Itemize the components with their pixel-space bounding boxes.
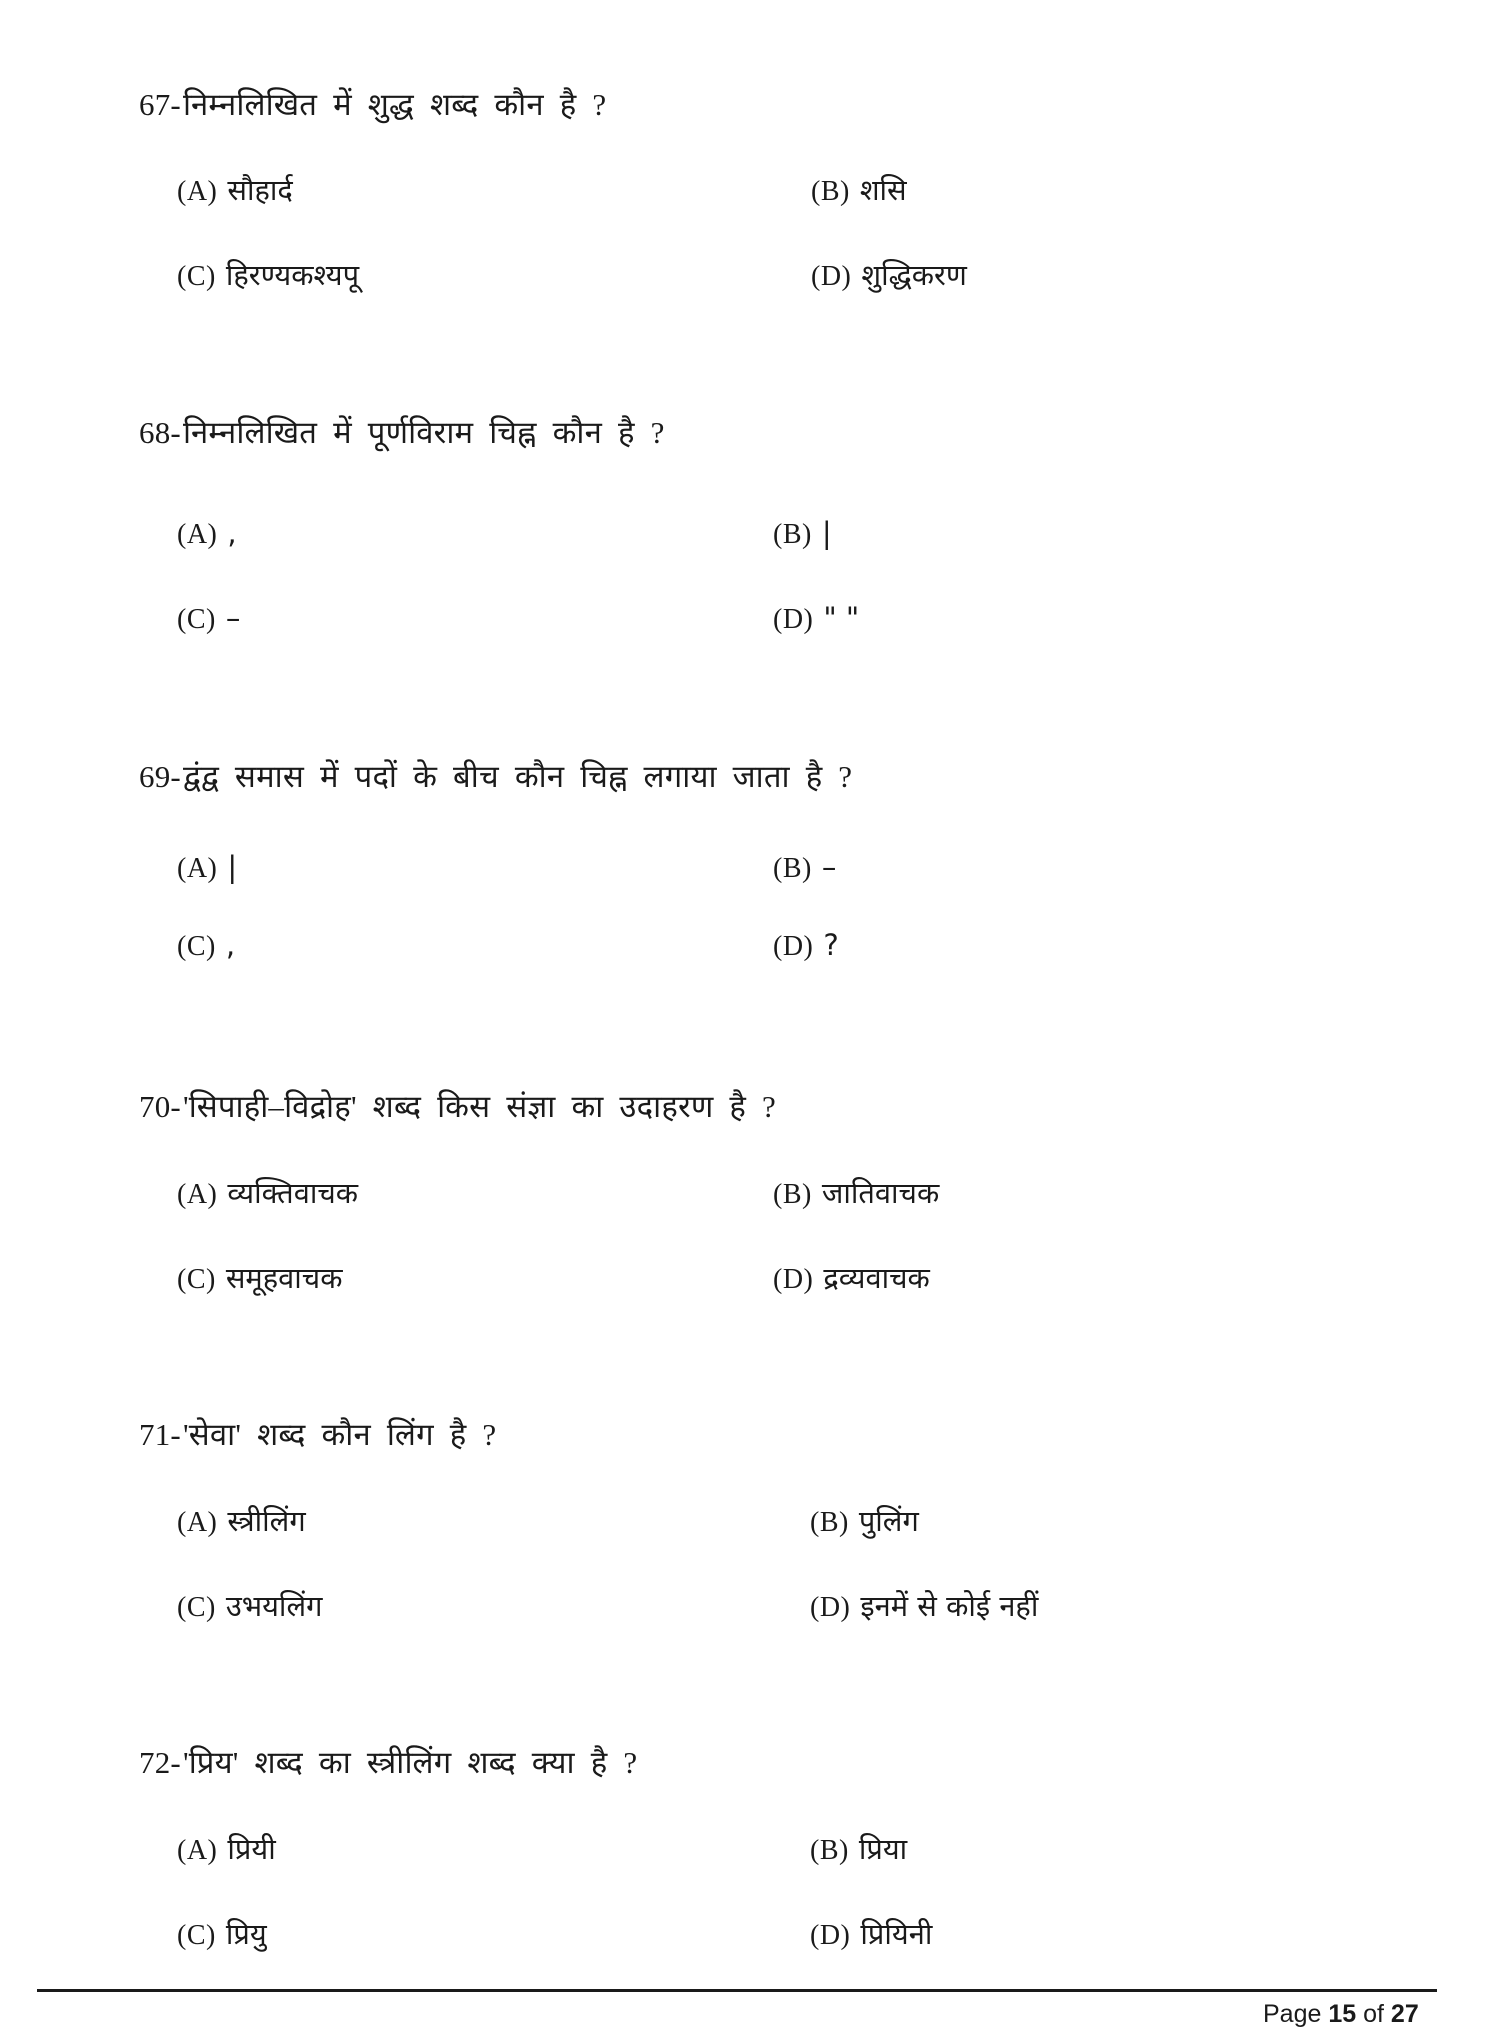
option-label: (C) — [177, 931, 216, 962]
option-d — [773, 925, 839, 967]
question-stem: निम्नलिखित में पूर्णविराम चिह्न कौन है ? — [182, 415, 665, 450]
question-number: 67- — [139, 87, 181, 122]
option-text: " " — [823, 601, 860, 635]
of-word: of — [1363, 2000, 1384, 2028]
option-text: – — [821, 850, 837, 884]
option-text: | — [227, 850, 238, 884]
option-a — [177, 1829, 276, 1871]
option-text: ? — [823, 928, 839, 962]
option-text: प्रियु — [225, 1917, 267, 1951]
option-b — [773, 847, 836, 889]
question-text — [139, 757, 852, 797]
option-label: (C) — [177, 604, 216, 635]
option-label: (B) — [773, 1179, 812, 1210]
option-label: (A) — [177, 1835, 218, 1866]
option-text: उभयलिंग — [225, 1589, 323, 1623]
option-label: (D) — [810, 1920, 851, 1951]
option-text: पुलिंग — [858, 1504, 919, 1538]
option-label: (C) — [177, 1920, 216, 1951]
current-page-number: 15 — [1328, 2000, 1357, 2028]
option-label: (A) — [177, 853, 218, 884]
option-b — [773, 1173, 939, 1215]
option-label: (A) — [177, 519, 218, 550]
option-d — [810, 1586, 1038, 1628]
question-stem: 'सेवा' शब्द कौन लिंग है ? — [182, 1417, 497, 1452]
option-text: समूहवाचक — [225, 1261, 343, 1295]
question-number: 72- — [139, 1745, 181, 1780]
option-b — [810, 1501, 919, 1543]
option-c — [177, 925, 235, 967]
option-label: (C) — [177, 1592, 216, 1623]
page-indicator — [1263, 1999, 1419, 2029]
option-text: सौहार्द — [227, 173, 293, 207]
option-label: (B) — [773, 519, 812, 550]
question-number: 70- — [139, 1089, 181, 1124]
option-text: – — [225, 601, 241, 635]
option-c — [177, 255, 359, 297]
option-label: (C) — [177, 261, 216, 292]
option-a — [177, 1173, 358, 1215]
option-text: शुद्धिकरण — [861, 258, 967, 292]
question-text — [139, 1743, 637, 1783]
option-a — [177, 847, 237, 889]
option-label: (D) — [773, 931, 814, 962]
question-stem: 'प्रिय' शब्द का स्त्रीलिंग शब्द क्या है ? — [182, 1745, 638, 1780]
question-text — [139, 1415, 496, 1455]
option-d — [773, 1258, 930, 1300]
option-b — [773, 513, 832, 555]
option-label: (B) — [810, 1507, 849, 1538]
page-word: Page — [1263, 2000, 1322, 2028]
option-label: (A) — [177, 176, 218, 207]
option-label: (A) — [177, 1507, 218, 1538]
option-label: (B) — [811, 176, 850, 207]
option-d — [773, 598, 859, 640]
option-a — [177, 1501, 306, 1543]
option-text: इनमें से कोई नहीं — [860, 1589, 1039, 1623]
option-d — [811, 255, 967, 297]
option-c — [177, 1258, 343, 1300]
question-text — [139, 1087, 776, 1127]
footer-divider — [37, 1989, 1437, 1992]
option-label: (D) — [773, 604, 814, 635]
question-number: 68- — [139, 415, 181, 450]
option-label: (D) — [810, 1592, 851, 1623]
option-d — [810, 1914, 932, 1956]
option-label: (A) — [177, 1179, 218, 1210]
option-c — [177, 1914, 267, 1956]
option-c — [177, 598, 240, 640]
option-text: हिरण्यकश्यपू — [225, 258, 360, 292]
option-label: (D) — [773, 1264, 814, 1295]
option-text: शसि — [859, 173, 907, 207]
option-text: व्यक्तिवाचक — [227, 1176, 359, 1210]
option-label: (C) — [177, 1264, 216, 1295]
option-text: जातिवाचक — [821, 1176, 940, 1210]
question-stem: निम्नलिखित में शुद्ध शब्द कौन है ? — [182, 87, 607, 122]
question-stem: द्वंद्व समास में पदों के बीच कौन चिह्न लगाया जाता है ? — [182, 759, 853, 794]
option-a — [177, 513, 237, 555]
question-text — [139, 85, 606, 125]
question-stem: 'सिपाही–विद्रोह' शब्द किस संज्ञा का उदाहरण है ? — [182, 1089, 776, 1124]
option-text: द्रव्यवाचक — [823, 1261, 930, 1295]
option-b — [811, 170, 907, 212]
option-text: | — [821, 516, 832, 550]
question-number: 71- — [139, 1417, 181, 1452]
option-a — [177, 170, 293, 212]
option-text: स्त्रीलिंग — [227, 1504, 306, 1538]
option-text: प्रिया — [858, 1832, 908, 1866]
question-number: 69- — [139, 759, 181, 794]
option-b — [810, 1829, 907, 1871]
option-text: प्रियिनी — [860, 1917, 933, 1951]
option-label: (B) — [773, 853, 812, 884]
option-text: प्रियी — [227, 1832, 276, 1866]
option-text: , — [227, 516, 237, 550]
option-c — [177, 1586, 322, 1628]
option-label: (B) — [810, 1835, 849, 1866]
option-label: (D) — [811, 261, 852, 292]
option-text: , — [225, 928, 236, 962]
question-text — [139, 413, 665, 453]
total-pages-number: 27 — [1390, 2000, 1419, 2028]
